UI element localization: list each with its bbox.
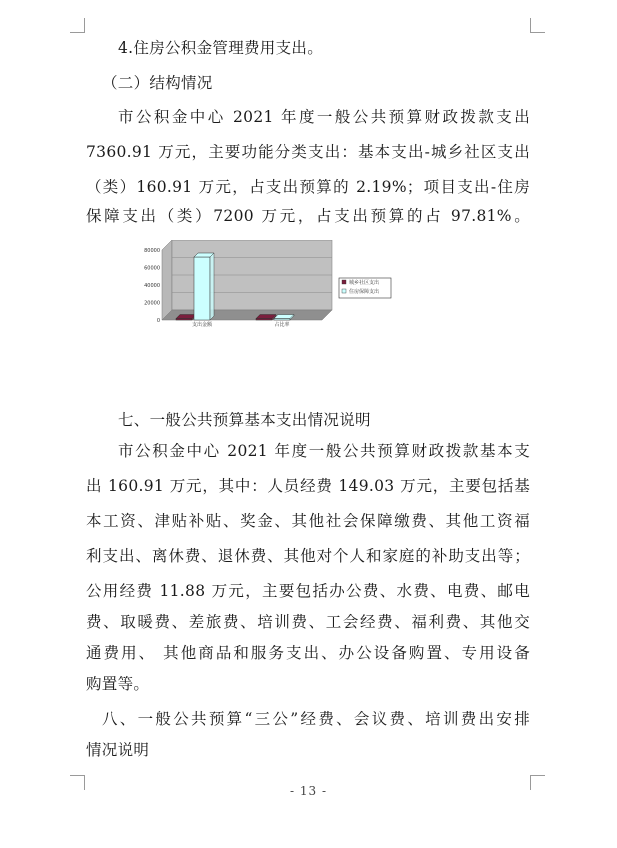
section-8-heading-line-2: 情况说明 <box>86 741 150 759</box>
structure-line-2: 7360.91 万元，主要功能分类支出：基本支出-城乡社区支出 <box>86 143 530 161</box>
section-7-line-1: 市公积金中心 2021 年度一般公共预算财政拨款基本支 <box>118 442 530 460</box>
section-7-line-7: 通费用、 其他商品和服务支出、办公设备购置、专用设备 <box>86 644 530 662</box>
structure-line-3: （类）160.91 万元，占支出预算的 2.19%；项目支出-住房 <box>86 178 530 196</box>
crop-mark-top-left <box>70 18 85 33</box>
section-7-line-5: 公用经费 11.88 万元，主要包括办公费、水费、电费、邮电 <box>86 582 530 600</box>
chart-legend-label: 城乡社区支出 <box>349 280 380 286</box>
chart-bar-side <box>210 253 214 320</box>
chart-legend <box>339 278 391 298</box>
section-7-line-3: 本工资、津贴补贴、奖金、其他社会保障缴费、其他工资福 <box>86 512 530 530</box>
chart-x-tick-label: 占比率 <box>274 322 290 328</box>
section-7-heading: 七、一般公共预算基本支出情况说明 <box>118 411 371 429</box>
section-7-line-4: 利支出、离休费、退休费、其他对个人和家庭的补助支出等； <box>86 547 530 565</box>
section-2-heading: （二）结构情况 <box>102 74 213 92</box>
chart-x-tick-label: 支出金额 <box>191 322 213 328</box>
section-8-heading-line-1: 八、一般公共预算“三公”经费、会议费、培训费出安排 <box>102 710 530 728</box>
section-7-line-6: 费、取暖费、差旅费、培训费、工会经费、福利费、其他交 <box>86 613 530 631</box>
chart-y-tick-label: 20000 <box>144 300 160 307</box>
chart-y-tick-label: 40000 <box>144 283 160 289</box>
chart-y-tick-label: 80000 <box>144 248 160 254</box>
page-number: - 13 - <box>289 784 327 798</box>
chart-bar <box>194 257 210 320</box>
chart-y-tick-label: 0 <box>156 318 160 324</box>
structure-line-1: 市公积金中心 2021 年度一般公共预算财政拨款支出 <box>118 108 530 126</box>
item-4-line: 4.住房公积金管理费用支出。 <box>118 39 323 57</box>
chart-legend-label: 住房保障支出 <box>349 289 380 295</box>
chart-x-labels <box>192 321 290 328</box>
section-7-line-8: 购置等。 <box>86 675 150 693</box>
chart-y-ticks <box>144 248 160 324</box>
chart-side-wall <box>162 240 172 320</box>
section-7-line-2: 出 160.91 万元，其中：人员经费 149.03 万元，主要包括基 <box>86 477 530 495</box>
crop-mark-top-right <box>530 18 545 33</box>
structure-line-4: 保障支出（类）7200 万元，占支出预算的占 97.81%。 <box>86 207 530 225</box>
chart-y-tick-label: 60000 <box>144 265 160 272</box>
chart-legend-swatch <box>342 289 346 293</box>
chart-legend-swatch <box>342 280 346 284</box>
expenditure-bar-chart <box>140 240 402 332</box>
chart-grid <box>162 240 332 320</box>
